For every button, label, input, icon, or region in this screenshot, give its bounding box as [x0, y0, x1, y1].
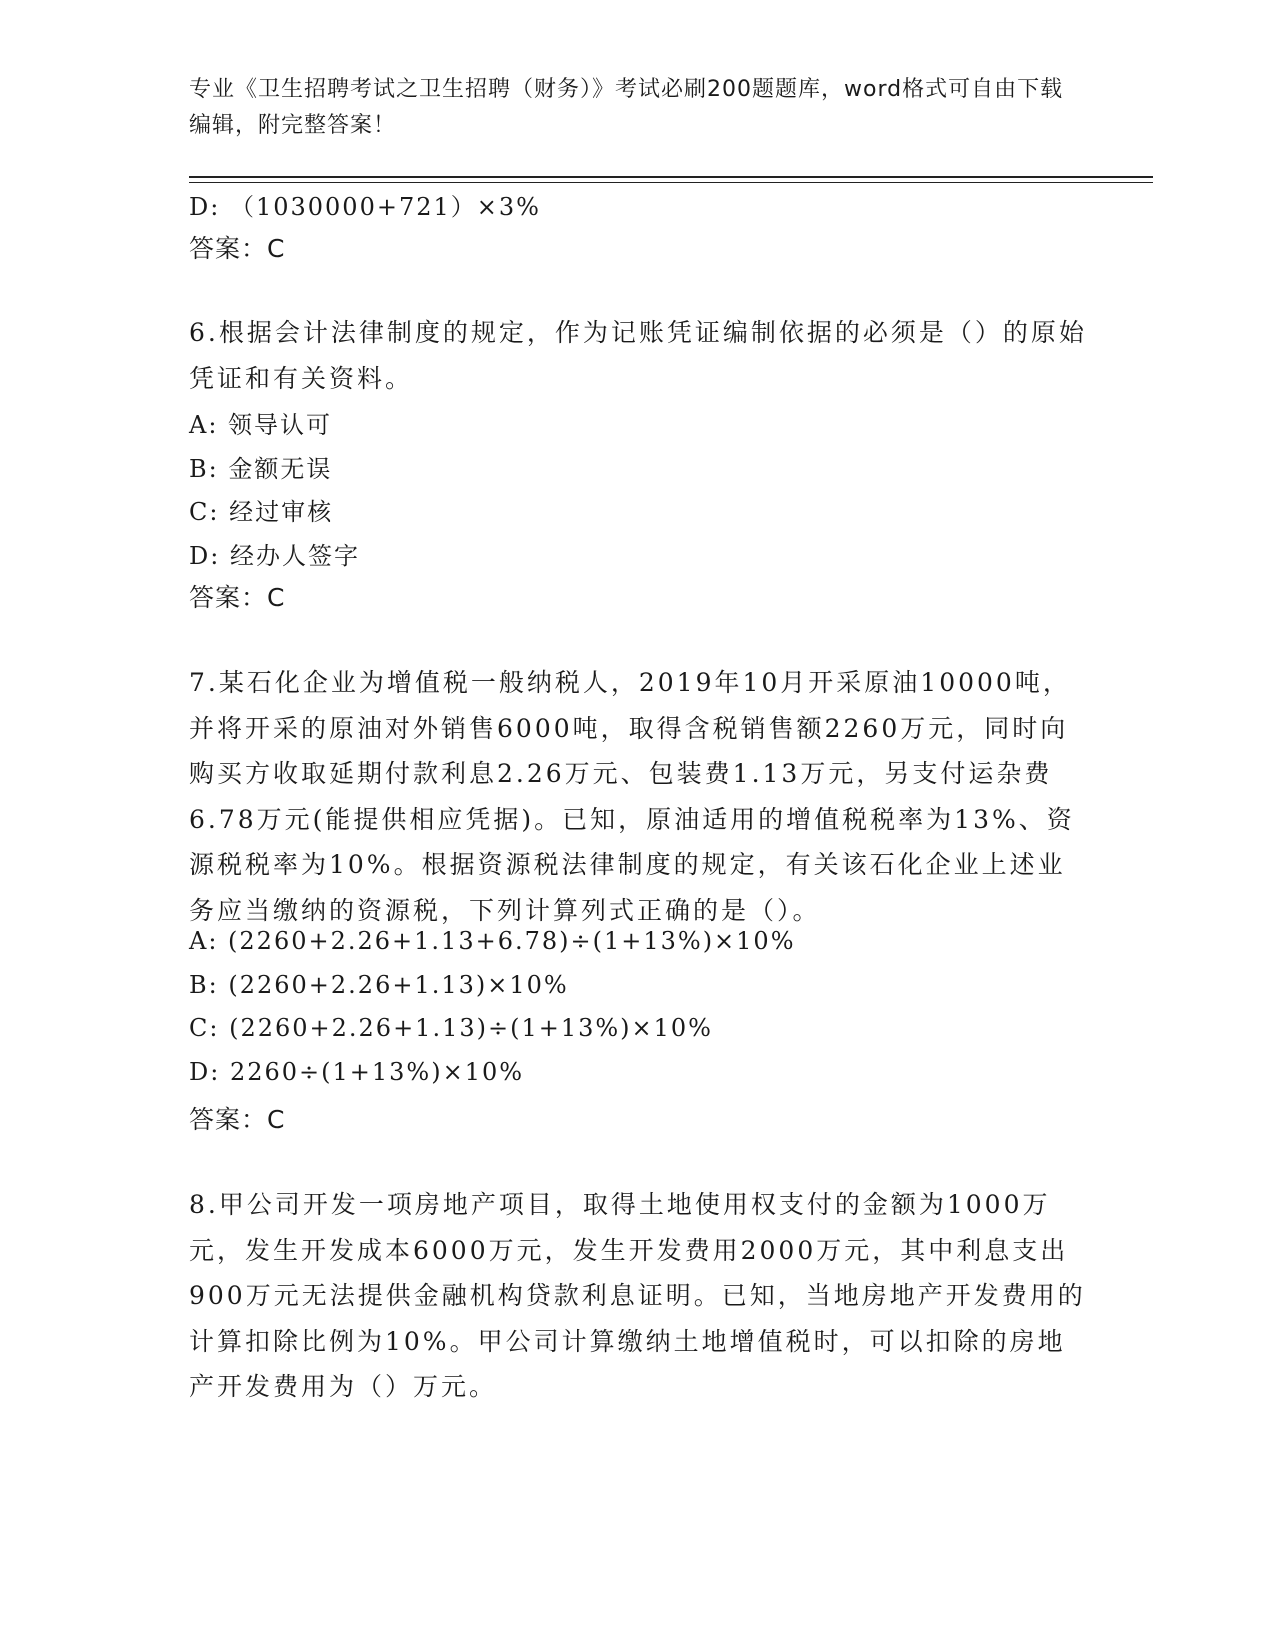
question-6-option-a: A: 领导认可: [189, 411, 333, 439]
question-6-stem: 6.根据会计法律制度的规定，作为记账凭证编制依据的必须是（）的原始凭证和有关资料。: [189, 318, 1087, 393]
page-header-title: 专业《卫生招聘考试之卫生招聘（财务）》考试必刷200题题库，word格式可自由下载编辑，附完整答案！: [189, 77, 1064, 138]
question-6-answer: 答案：C: [189, 583, 286, 612]
prev-question-option-d: D: （1030000+721）×3%: [189, 193, 541, 221]
question-6-option-c: C: 经过审核: [189, 498, 334, 526]
question-7-option-b: B: (2260+2.26+1.13)×10%: [189, 971, 569, 999]
prev-question-answer: 答案：C: [189, 234, 286, 263]
question-7-option-d: D: 2260÷(1+13%)×10%: [189, 1058, 525, 1086]
header-divider: [189, 176, 1153, 178]
question-8-stem: 8.甲公司开发一项房地产项目，取得土地使用权支付的金额为1000万元，发生开发成本6000万元，发生开发费用2000万元，其中利息支出900万元无法提供金融机构贷款利息证明。已知，当地房地产开发费用的计算扣除比例为10%。甲公司计算缴纳土地增值税时，可以扣除的房地产开发费用为（）万元。: [189, 1190, 1086, 1401]
question-7-option-c: C: (2260+2.26+1.13)÷(1+13%)×10%: [189, 1014, 713, 1042]
question-6-option-b: B: 金额无误: [189, 455, 333, 483]
question-7-answer: 答案：C: [189, 1105, 286, 1134]
question-7-option-a: A: (2260+2.26+1.13+6.78)÷(1+13%)×10%: [189, 927, 796, 955]
header-divider-thin: [189, 182, 1153, 183]
question-7-stem: 7.某石化企业为增值税一般纳税人，2019年10月开采原油10000吨，并将开采的原油对外销售6000吨，取得含税销售额2260万元，同时向购买方收取延期付款利息2.26万元、包装费1.13万元，另支付运杂费6.78万元(能提供相应凭据)。已知，原油适用的增值税税率为13%、资源税税率为10%。根据资源税法律制度的规定，有关该石化企业上述业务应当缴纳的资源税，下列计算列式正确的是（）。: [189, 668, 1075, 925]
question-6-option-d: D: 经办人签字: [189, 542, 360, 570]
